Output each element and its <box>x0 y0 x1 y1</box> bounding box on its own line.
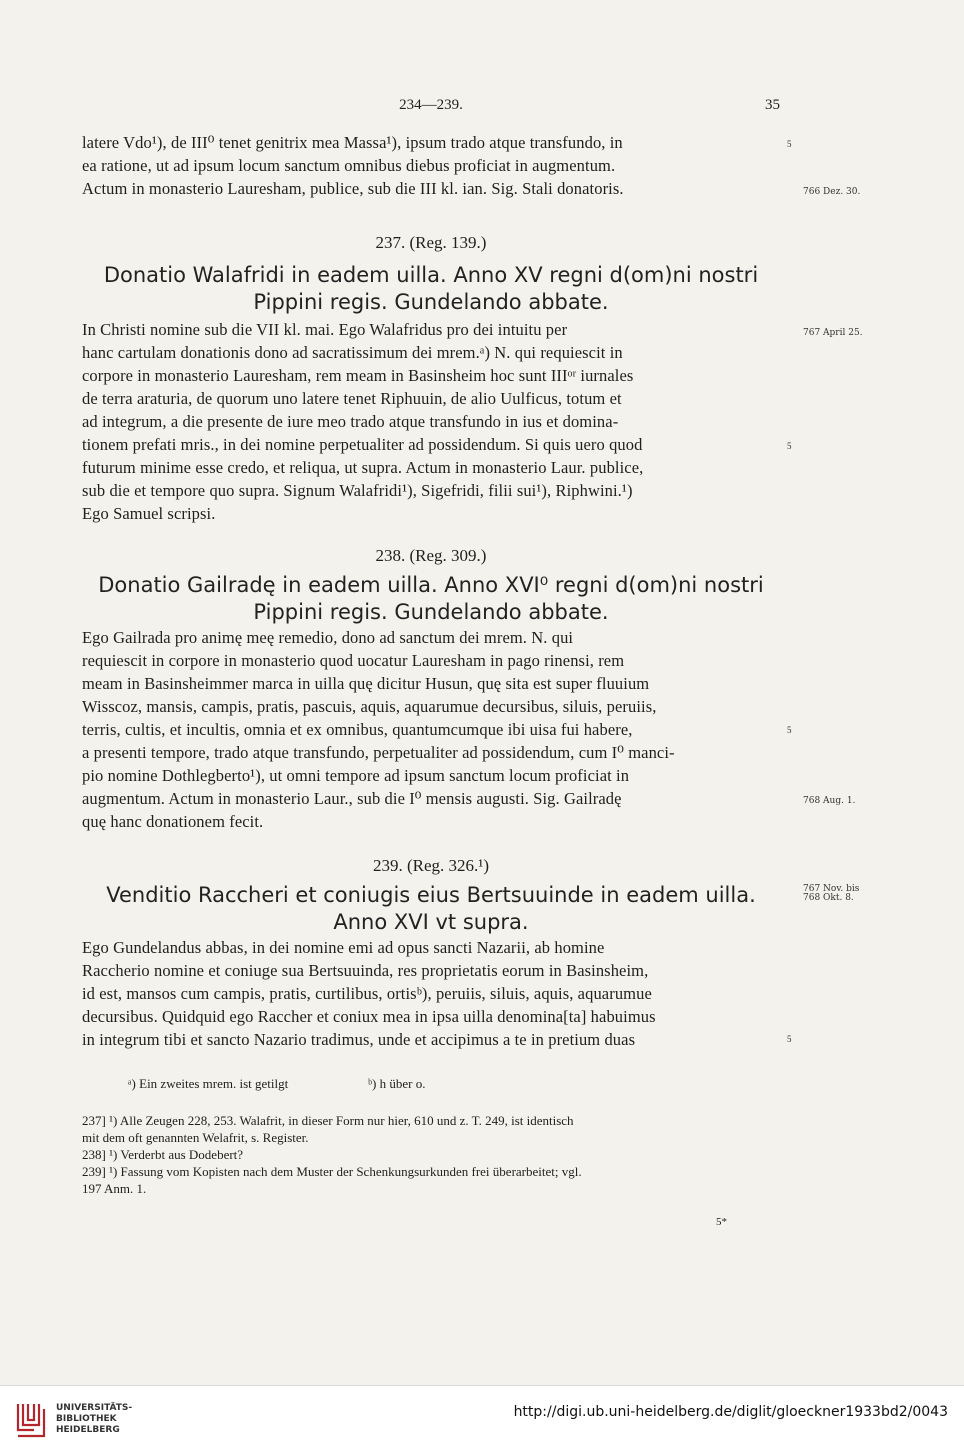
footnote: 239] ¹) Fassung vom Kopisten nach dem Muster der Schenkungsurkunden frei überarbeitet; vgl. <box>82 1164 582 1179</box>
running-head <box>82 97 780 117</box>
viewer-footer <box>0 1385 964 1456</box>
footnote: 237] ¹) Alle Zeugen 228, 253. Walafrit, in dieser Form nur hier, 610 und z. T. 249, ist identisch <box>82 1113 574 1128</box>
text-line: latere Vdo¹), de III⁰ tenet genitrix mea Massa¹), ipsum trado atque transfundo, in <box>82 133 623 152</box>
text-line: requiescit in corpore in monasterio quod uocatur Lauresham in pago rinensi, rem <box>82 651 625 670</box>
library-name <box>56 1403 132 1436</box>
text-line: Ego Gailrada pro animę meę remedio, dono ad sanctum dei mrem. N. qui <box>82 628 574 647</box>
text-line: corpore in monasterio Lauresham, rem meam in Basinsheim hoc sunt IIIᵒʳ iurnales <box>82 366 634 385</box>
charter-title: Donatio Gailradę in eadem uilla. Anno XVI⁰ regni d(om)ni nostri <box>98 573 764 597</box>
text-line: In Christi nomine sub die VII kl. mai. Ego Walafridus pro dei intuitu per <box>82 320 568 339</box>
line-number: 5 <box>787 441 792 451</box>
text-line: de terra araturia, de quorum uno latere tenet Riphuuin, de alio Uulficus, totum et <box>82 389 622 408</box>
charter-239-title <box>82 882 780 936</box>
text-line: terris, cultis, et incultis, omnia et ex omnibus, quantumcumque ibi uisa fui habere, <box>82 720 633 739</box>
text-line: id est, mansos cum campis, pratis, curtilibus, ortisᵇ), peruiis, siluis, aquis, aquarumue <box>82 984 652 1003</box>
note-a: ᵃ) Ein zweites mrem. ist getilgt <box>128 1076 289 1091</box>
text-line: Ego Gundelandus abbas, in dei nomine emi ad opus sancti Nazarii, ab homine <box>82 938 605 957</box>
footnotes <box>82 1112 780 1197</box>
text-line: augmentum. Actum in monasterio Laur., sub die I⁰ mensis augusti. Sig. Gailradę <box>82 789 622 808</box>
charter-title: Donatio Walafridi in eadem uilla. Anno XV regni d(om)ni nostri <box>103 263 759 287</box>
text-line: decursibus. Quidquid ego Raccher et coniux mea in ipsa uilla denomina[ta] habuimus <box>82 1007 656 1026</box>
margin-date: 768 Aug. 1. <box>803 796 856 806</box>
charter-title: Pippini regis. Gundelando abbate. <box>253 600 609 624</box>
text-line: Ego Samuel scripsi. <box>82 504 216 523</box>
charter-238-text <box>82 626 780 833</box>
charter-title: Anno XVI vt supra. <box>333 910 529 934</box>
text-line: ea ratione, ut ad ipsum locum sanctum omnibus diebus proficiat in augmentum. <box>82 156 616 175</box>
charter-237-text <box>82 318 780 525</box>
margin-date: 768 Okt. 8. <box>803 893 854 903</box>
text-line: meam in Basinsheimmer marca in uilla quę dicitur Husun, quę sita est super fluuium <box>82 674 650 693</box>
text-line: Raccherio nomine et coniuge sua Bertsuuinda, res proprietatis eorum in Basinsheim, <box>82 961 649 980</box>
text-line: futurum minime esse credo, et reliqua, ut supra. Actum in monasterio Laur. publice, <box>82 458 644 477</box>
footnote: mit dem oft genannten Welafrit, s. Register. <box>82 1130 309 1145</box>
page-number: 35 <box>765 97 780 113</box>
intro-text <box>82 131 780 200</box>
text-line: a presenti tempore, trado atque transfundo, perpetualiter ad possidendum, cum I⁰ manci- <box>82 743 675 762</box>
line-number: 5 <box>787 1034 792 1044</box>
text-line: ad integrum, a die presente de iure meo trado atque transfundo in ius et domina- <box>82 412 619 431</box>
signature-mark: 5* <box>716 1216 727 1228</box>
text-line: Wisscoz, mansis, campis, pratis, pascuis, aquis, aquarumue decursibus, siluis, peruiis, <box>82 697 657 716</box>
margin-date: 766 Dez. 30. <box>803 187 861 197</box>
charter-239-text <box>82 936 780 1051</box>
library-name-line: UNIVERSITÄTS- <box>56 1403 133 1413</box>
text-line: pio nomine Dothlegberto¹), ut omni tempore ad ipsum sanctum locum proficiat in <box>82 766 630 785</box>
charter-237-title <box>82 262 780 316</box>
charter-number: 238. (Reg. 309.) <box>375 546 487 565</box>
text-line: sub die et tempore quo supra. Signum Walafridi¹), Sigefridi, filii sui¹), Riphwini.¹) <box>82 481 633 500</box>
page-range: 234—239. <box>399 97 463 113</box>
charter-title: Pippini regis. Gundelando abbate. <box>253 290 609 314</box>
text-line: in integrum tibi et sancto Nazario tradimus, unde et accipimus a te in pretium duas <box>82 1030 636 1049</box>
text-line: tionem prefati mris., in dei nomine perpetualiter ad possidendum. Si quis uero quod <box>82 435 643 454</box>
margin-date: 767 Nov. bis <box>803 884 860 894</box>
charter-238-title <box>82 572 780 626</box>
charter-number: 237. (Reg. 139.) <box>375 233 487 252</box>
text-line: hanc cartulam donationis dono ad sacratissimum dei mrem.ᵃ) N. qui requiescit in <box>82 343 623 362</box>
line-number: 5 <box>787 725 792 735</box>
charter-number: 239. (Reg. 326.¹) <box>372 856 490 875</box>
text-line: Actum in monasterio Lauresham, publice, sub die III kl. ian. Sig. Stali donatoris. <box>82 179 624 198</box>
charter-239-heading <box>82 856 780 876</box>
permalink-url[interactable]: http://digi.ub.uni-heidelberg.de/diglit/gloeckner1933bd2/0043 <box>513 1404 948 1420</box>
charter-title: Venditio Raccheri et coniugis eius Bertsuuinde in eadem uilla. <box>106 883 756 907</box>
text-line: quę hanc donationem fecit. <box>82 812 264 831</box>
library-name-line: BIBLIOTHEK <box>56 1414 117 1424</box>
note-b: ᵇ) h über o. <box>368 1076 426 1091</box>
margin-date: 767 April 25. <box>803 328 863 338</box>
charter-238-heading <box>82 546 780 566</box>
footnote: 238] ¹) Verderbt aus Dodebert? <box>82 1147 244 1162</box>
library-name-line: HEIDELBERG <box>56 1425 120 1435</box>
charter-237-heading <box>82 233 780 253</box>
library-logo-icon <box>12 1400 48 1440</box>
footnote: 197 Anm. 1. <box>82 1181 147 1196</box>
line-number: 5 <box>787 139 792 149</box>
